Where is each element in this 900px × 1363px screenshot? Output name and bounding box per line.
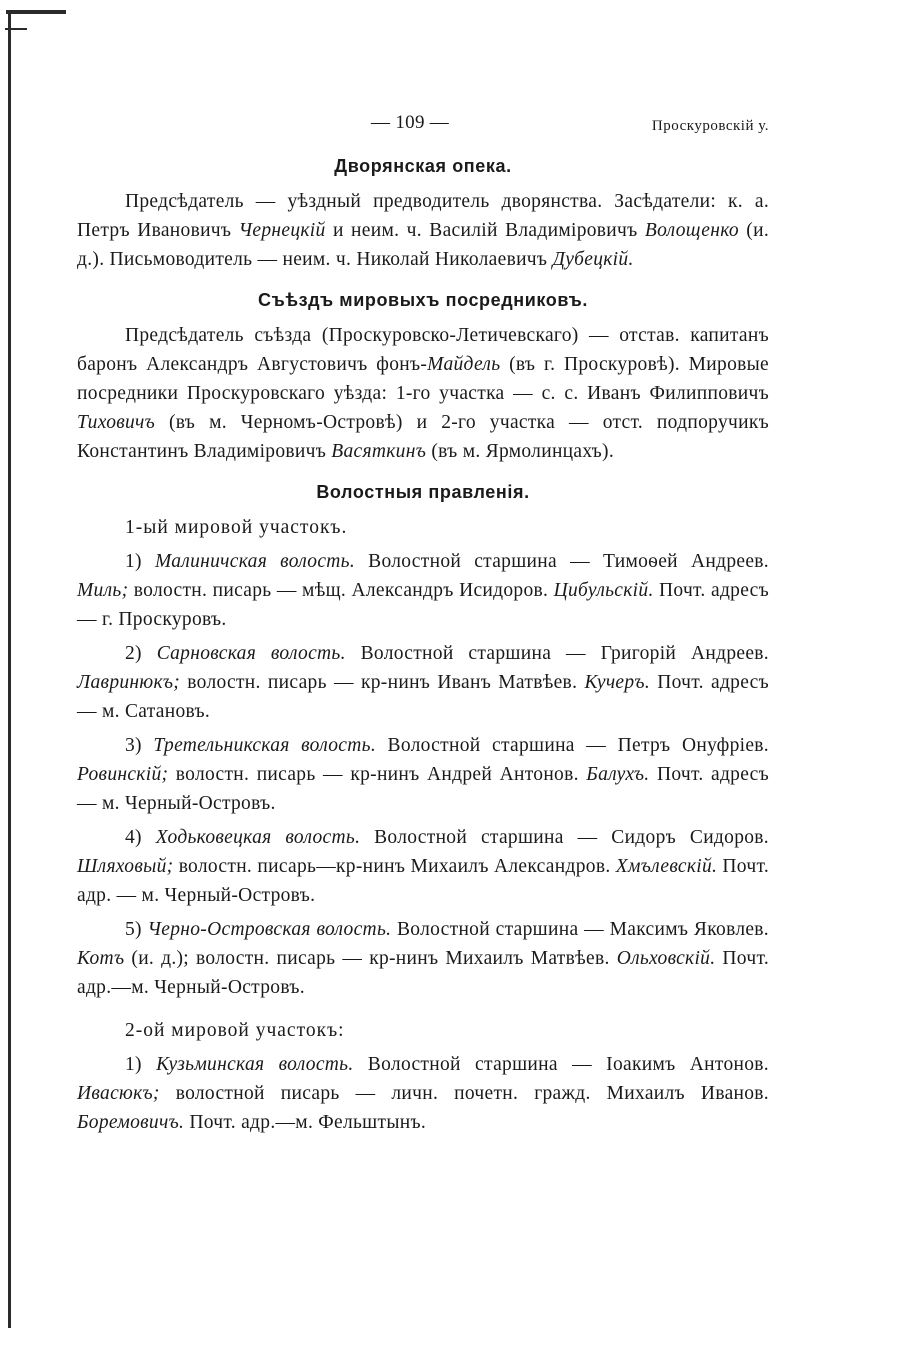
running-title: Проскуровскій у. (651, 118, 769, 134)
text: Предсѣдатель — уѣздный предводитель дворянства. Засѣдатели: к. а. Петръ Ивановичъ (77, 191, 769, 241)
text: Волостной старшина — Максимъ Яковлев. (391, 919, 769, 940)
entry-number: 4) (125, 827, 156, 848)
document-page (77, 108, 769, 1137)
surname: Ровинскій; (77, 764, 169, 785)
surname: Майдель (427, 354, 501, 375)
text: Почт. адр.—м. Черный-Островъ. (77, 948, 769, 998)
volost-entry (77, 915, 769, 1002)
text: Почт. адресъ — г. Проскуровъ. (77, 580, 769, 630)
text: Почт. адр.—м. Фельштынъ. (184, 1112, 427, 1133)
entry-number: 3) (125, 735, 154, 756)
volost-name: Кузьминская волость. (156, 1054, 354, 1075)
volost-list-uch1 (77, 547, 769, 1002)
volost-name: Ходьковецкая волость. (155, 827, 361, 848)
volost-entry (77, 823, 769, 910)
paragraph-sjezd (77, 321, 769, 466)
section-title-opeka: Дворянская опека. (334, 156, 512, 176)
subsection-title-uch1: 1-ый мировой участокъ. (125, 517, 348, 538)
page-number: — 109 — (371, 112, 450, 133)
text: (и. д.). Письмоводитель — неим. ч. Николай Николаевичъ (77, 220, 770, 270)
surname: Ивасюкъ; (77, 1083, 160, 1104)
text: (въ м. Черномъ-Островѣ) и 2-го участка — отст. подпоручикъ Константинъ Владиміровичъ (77, 412, 769, 462)
volost-name: Малиничская волость. (154, 551, 356, 572)
surname: Дубецкій. (552, 249, 634, 270)
text: Волостной старшина — Сидоръ Сидоров. (360, 827, 769, 848)
entry-number: 2) (125, 643, 157, 664)
text: волостной писарь — личн. почетн. гражд. Михаилъ Иванов. (159, 1083, 769, 1104)
surname: Цибульскій. (553, 580, 654, 601)
volost-name: Сарновская волость. (156, 643, 346, 664)
text: Почт. адресъ — м. Черный-Островъ. (77, 764, 769, 814)
paragraph-opeka (77, 187, 769, 274)
binding-edge-top (6, 10, 66, 14)
volost-name: Третельникская волость. (153, 735, 376, 756)
volost-name: Черно-Островская волость. (147, 919, 392, 940)
entry-number: 1) (125, 1054, 157, 1075)
text: (въ г. Проскуровѣ). Мировые посредники Проскуровскаго уѣзда: 1-го участка — с. с. Иванъ Филипповичъ (77, 354, 769, 404)
text: волостн. писарь—кр-нинъ Михаилъ Александров. (173, 856, 616, 877)
section-title-volost: Волостныя правленія. (316, 482, 530, 502)
text: Волостной старшина — Григорій Андреев. (345, 643, 769, 664)
volost-entry (77, 547, 769, 634)
surname: Лавринюкъ; (77, 672, 181, 693)
entry-number: 5) (125, 919, 148, 940)
subsection-title-uch2: 2-ой мировой участокъ: (125, 1020, 345, 1041)
text: и неим. ч. Василій Владиміровичъ (325, 220, 645, 241)
surname: Тиховичъ (77, 412, 156, 433)
text: Волостной старшина — Тимоѳей Андреев. (355, 551, 769, 572)
text: Почт. адр. — м. Черный-Островъ. (77, 856, 769, 906)
volost-entry (77, 639, 769, 726)
text: (въ м. Ярмолинцахъ). (426, 441, 615, 462)
surname: Боремовичъ. (77, 1112, 185, 1133)
surname: Хмълевскій. (615, 856, 718, 877)
volost-list-uch2 (77, 1050, 769, 1137)
entry-number: 1) (125, 551, 155, 572)
binding-edge (8, 10, 11, 1328)
text: волостн. писарь — кр-нинъ Андрей Антонов. (168, 764, 587, 785)
text: Предсѣдатель съѣзда (Проскуровско-Летичевскаго) — отстав. капитанъ баронъ Александръ Августовичъ фонъ- (77, 325, 769, 375)
volost-entry (77, 1050, 769, 1137)
surname: Кучеръ. (584, 672, 651, 693)
surname: Миль; (77, 580, 129, 601)
volost-entry (77, 731, 769, 818)
surname: Балухъ. (586, 764, 650, 785)
text: Волостной старшина — Петръ Онуфріев. (376, 735, 769, 756)
surname: Ольховскій. (616, 948, 716, 969)
surname: Чернецкій (238, 220, 326, 241)
text: волостн. писарь — кр-нинъ Иванъ Матвѣев. (180, 672, 585, 693)
surname: Васяткинъ (331, 441, 427, 462)
text: Почт. адресъ — м. Сатановъ. (77, 672, 770, 722)
surname: Волощенко (644, 220, 739, 241)
text: волостн. писарь — мѣщ. Александръ Исидоров. (128, 580, 554, 601)
text: Волостной старшина — Іоакимъ Антонов. (353, 1054, 769, 1075)
surname: Котъ (77, 948, 125, 969)
surname: Шляховый; (77, 856, 174, 877)
text: (и. д.); волостн. писарь — кр-нинъ Михаилъ Матвѣев. (124, 948, 617, 969)
page-header (77, 108, 769, 140)
section-title-sjezd: Съѣздъ мировыхъ посредниковъ. (258, 290, 588, 310)
